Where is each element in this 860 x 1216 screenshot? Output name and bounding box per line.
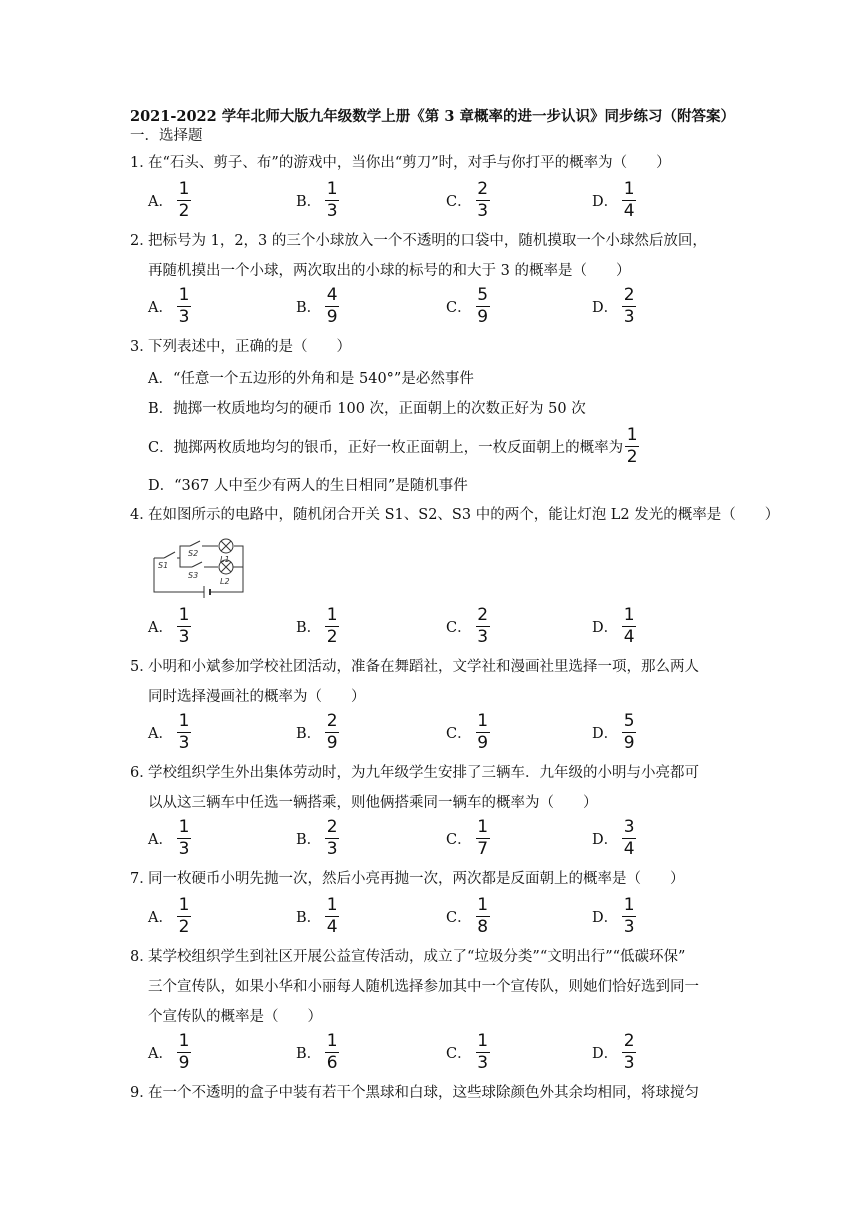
denominator: 2: [626, 446, 638, 467]
denominator: 9: [326, 732, 338, 753]
options-q8: [148, 1030, 748, 1074]
option-b[interactable]: [296, 816, 339, 860]
option-a[interactable]: [148, 894, 191, 938]
statement-b[interactable]: [148, 397, 586, 417]
question-text: 在“石头、剪子、布”的游戏中，当你出“剪刀”时，对手与你打平的概率为（ ）: [148, 155, 671, 171]
fraction: [177, 1032, 191, 1073]
numerator: 2: [326, 710, 338, 731]
option-label: A．: [148, 909, 173, 926]
question-7: [130, 864, 740, 894]
option-a[interactable]: [148, 604, 191, 648]
option-label: B．: [296, 725, 322, 742]
fraction: [625, 426, 639, 467]
numerator: 5: [623, 710, 635, 731]
numerator: 2: [623, 284, 635, 305]
fraction: [622, 896, 636, 937]
label-l1: L1: [220, 555, 230, 564]
numerator: 1: [623, 894, 635, 915]
denominator: 4: [623, 200, 635, 221]
option-label: B．: [296, 193, 322, 210]
denominator: 4: [623, 626, 635, 647]
option-label: C．: [148, 439, 174, 456]
question-2: [130, 226, 740, 286]
question-number: 2．: [130, 233, 154, 249]
statement-c[interactable]: [148, 424, 639, 468]
denominator: 3: [477, 626, 489, 647]
option-label: A．: [148, 725, 173, 742]
label-s2: S2: [188, 549, 199, 558]
question-8: [130, 942, 740, 1032]
option-label: C．: [446, 831, 472, 848]
option-label: D．: [592, 619, 619, 636]
question-number: 1．: [130, 155, 154, 171]
switch-s2: [190, 541, 200, 546]
denominator: 9: [623, 732, 635, 753]
denominator: 2: [178, 916, 190, 937]
option-label: D．: [592, 193, 619, 210]
question-text: 某学校组织学生到社区开展公益宣传活动，成立了“垃圾分类”“文明出行”“低碳环保”: [148, 949, 686, 965]
numerator: 1: [326, 178, 338, 199]
option-a[interactable]: [148, 284, 191, 328]
option-b[interactable]: [296, 1030, 339, 1074]
switch-s1: [164, 552, 175, 558]
denominator: 9: [326, 306, 338, 327]
section-heading: 一．选择题: [130, 128, 203, 144]
denominator: 2: [326, 626, 338, 647]
option-label: B．: [148, 400, 174, 417]
denominator: 7: [477, 838, 489, 859]
option-label: A．: [148, 193, 173, 210]
option-label: D．: [592, 909, 619, 926]
fraction: [177, 606, 191, 647]
option-c[interactable]: [446, 894, 490, 938]
numerator: 2: [477, 604, 489, 625]
fraction: [476, 818, 490, 859]
option-b[interactable]: [296, 604, 339, 648]
fraction: [622, 818, 636, 859]
question-text: 小明和小斌参加学校社团活动，准备在舞蹈社，文学社和漫画社里选择一项，那么两人: [148, 659, 699, 675]
option-label: D．: [592, 831, 619, 848]
question-text: 下列表述中，正确的是（ ）: [148, 339, 351, 355]
statement-text: 抛掷一枚质地均匀的硬币 100 次，正面朝上的次数正好为 50 次: [173, 400, 586, 417]
option-d[interactable]: [592, 894, 636, 938]
question-text: 把标号为 1，2，3 的三个小球放入一个不透明的口袋中，随机摸取一个小球然后放回，: [148, 233, 707, 249]
options-q7: [148, 894, 748, 938]
options-q2: [148, 284, 748, 328]
statement-d[interactable]: [148, 474, 468, 494]
denominator: 3: [178, 732, 190, 753]
numerator: 1: [626, 424, 638, 445]
option-d[interactable]: [592, 816, 636, 860]
option-label: A．: [148, 299, 173, 316]
lamp-l1-cross: [221, 541, 231, 551]
statement-text: “367 人中至少有两人的生日相同”是随机事件: [174, 477, 468, 494]
numerator: 1: [326, 1030, 338, 1051]
label-l2: L2: [220, 577, 230, 586]
numerator: 1: [178, 604, 190, 625]
option-label: C．: [446, 193, 472, 210]
denominator: 9: [178, 1052, 190, 1073]
option-label: D．: [592, 725, 619, 742]
fraction: [622, 1032, 636, 1073]
option-b[interactable]: [296, 284, 339, 328]
fraction: [177, 818, 191, 859]
option-label: B．: [296, 299, 322, 316]
option-b[interactable]: [296, 178, 339, 222]
numerator: 5: [477, 284, 489, 305]
question-number: 6．: [130, 765, 154, 781]
denominator: 3: [623, 916, 635, 937]
question-text: 学校组织学生外出集体劳动时，为九年级学生安排了三辆车．九年级的小明与小亮都可: [148, 765, 699, 781]
numerator: 1: [477, 894, 489, 915]
fraction: [622, 286, 636, 327]
numerator: 1: [326, 604, 338, 625]
denominator: 3: [326, 838, 338, 859]
option-label: A．: [148, 831, 173, 848]
denominator: 3: [623, 306, 635, 327]
question-number: 8．: [130, 949, 154, 965]
fraction: [177, 896, 191, 937]
fraction: [177, 286, 191, 327]
fraction: [476, 1032, 490, 1073]
statement-text: 抛掷两枚质地均匀的银币，正好一枚正面朝上，一枚反面朝上的概率为: [173, 439, 624, 456]
statement-a[interactable]: [148, 367, 474, 387]
question-text: 同时选择漫画社的概率为（ ）: [148, 689, 366, 705]
option-label: D．: [592, 299, 619, 316]
question-1: [130, 148, 740, 178]
denominator: 3: [178, 626, 190, 647]
denominator: 3: [178, 838, 190, 859]
option-label: B．: [296, 1045, 322, 1062]
question-text: 在如图所示的电路中，随机闭合开关 S1、S2、S3 中的两个，能让灯泡 L2 发光的概率是（ ）: [148, 507, 780, 523]
label-s3: S3: [188, 571, 199, 580]
denominator: 8: [477, 916, 489, 937]
numerator: 1: [326, 894, 338, 915]
option-label: B．: [296, 831, 322, 848]
fraction: [476, 712, 490, 753]
numerator: 4: [326, 284, 338, 305]
question-number: 7．: [130, 871, 154, 887]
question-5: [130, 652, 740, 712]
option-d[interactable]: [592, 604, 636, 648]
numerator: 1: [623, 178, 635, 199]
option-label: C．: [446, 725, 472, 742]
question-3: [130, 332, 740, 362]
fraction: [177, 712, 191, 753]
option-label: A．: [148, 1045, 173, 1062]
option-label: C．: [446, 619, 472, 636]
option-label: C．: [446, 299, 472, 316]
question-text: 个宣传队的概率是（ ）: [148, 1009, 322, 1025]
numerator: 1: [178, 710, 190, 731]
fraction: [325, 1032, 339, 1073]
option-label: A．: [148, 370, 173, 387]
question-number: 5．: [130, 659, 154, 675]
option-a[interactable]: [148, 178, 191, 222]
option-c[interactable]: [446, 604, 490, 648]
numerator: 1: [178, 894, 190, 915]
option-a[interactable]: [148, 1030, 191, 1074]
denominator: 6: [326, 1052, 338, 1073]
fraction: [177, 180, 191, 221]
denominator: 2: [178, 200, 190, 221]
statement-text: “任意一个五边形的外角和是 540°”是必然事件: [172, 370, 474, 387]
numerator: 2: [477, 178, 489, 199]
option-c[interactable]: [446, 1030, 490, 1074]
question-9: [130, 1078, 740, 1108]
question-text: 在一个不透明的盒子中装有若干个黑球和白球，这些球除颜色外其余均相同，将球搅匀: [148, 1085, 699, 1101]
numerator: 1: [477, 816, 489, 837]
denominator: 3: [623, 1052, 635, 1073]
numerator: 2: [326, 816, 338, 837]
option-label: C．: [446, 1045, 472, 1062]
option-a[interactable]: [148, 816, 191, 860]
option-d[interactable]: [592, 1030, 636, 1074]
question-number: 9．: [130, 1085, 154, 1101]
fraction: [325, 180, 339, 221]
circuit-diagram: [148, 536, 252, 600]
question-number: 3．: [130, 339, 154, 355]
fraction: [325, 896, 339, 937]
fraction: [622, 180, 636, 221]
denominator: 3: [477, 200, 489, 221]
question-text: 三个宣传队，如果小华和小丽每人随机选择参加其中一个宣传队，则她们恰好选到同一: [148, 979, 699, 995]
numerator: 3: [623, 816, 635, 837]
option-label: D．: [148, 477, 175, 494]
fraction: [476, 286, 490, 327]
denominator: 3: [477, 1052, 489, 1073]
option-a[interactable]: [148, 710, 191, 754]
option-label: A．: [148, 619, 173, 636]
option-b[interactable]: [296, 894, 339, 938]
label-s1: S1: [158, 561, 169, 570]
switch-s3: [192, 562, 202, 567]
denominator: 3: [178, 306, 190, 327]
options-q6: [148, 816, 748, 860]
numerator: 1: [178, 1030, 190, 1051]
options-q4: [148, 604, 748, 648]
numerator: 1: [178, 178, 190, 199]
denominator: 3: [326, 200, 338, 221]
question-text: 再随机摸出一个小球，两次取出的小球的标号的和大于 3 的概率是（ ）: [148, 263, 631, 279]
option-d[interactable]: [592, 178, 636, 222]
option-b[interactable]: [296, 710, 339, 754]
question-4: [130, 500, 780, 530]
option-d[interactable]: [592, 710, 636, 754]
denominator: 4: [326, 916, 338, 937]
fraction: [325, 286, 339, 327]
question-6: [130, 758, 740, 818]
denominator: 9: [477, 306, 489, 327]
denominator: 4: [623, 838, 635, 859]
fraction: [622, 712, 636, 753]
numerator: 1: [623, 604, 635, 625]
option-c[interactable]: [446, 816, 490, 860]
option-c[interactable]: [446, 284, 490, 328]
circuit-wire: [180, 558, 192, 567]
question-text: 同一枚硬币小明先抛一次，然后小亮再抛一次，两次都是反面朝上的概率是（ ）: [148, 871, 685, 887]
fraction: [622, 606, 636, 647]
option-label: B．: [296, 909, 322, 926]
option-label: D．: [592, 1045, 619, 1062]
options-q1: [148, 178, 748, 222]
document-title: 2021-2022 学年北师大版九年级数学上册《第 3 章概率的进一步认识》同步练习（附答案）: [130, 108, 735, 125]
question-number: 4．: [130, 507, 154, 523]
option-label: C．: [446, 909, 472, 926]
fraction: [325, 606, 339, 647]
option-c[interactable]: [446, 178, 490, 222]
option-c[interactable]: [446, 710, 490, 754]
options-q5: [148, 710, 748, 754]
fraction: [476, 180, 490, 221]
numerator: 1: [178, 816, 190, 837]
denominator: 9: [477, 732, 489, 753]
numerator: 1: [178, 284, 190, 305]
fraction: [476, 896, 490, 937]
option-d[interactable]: [592, 284, 636, 328]
numerator: 1: [477, 1030, 489, 1051]
fraction: [476, 606, 490, 647]
numerator: 1: [477, 710, 489, 731]
option-label: B．: [296, 619, 322, 636]
fraction: [325, 712, 339, 753]
numerator: 2: [623, 1030, 635, 1051]
fraction: [325, 818, 339, 859]
question-text: 以从这三辆车中任选一辆搭乘，则他俩搭乘同一辆车的概率为（ ）: [148, 795, 598, 811]
